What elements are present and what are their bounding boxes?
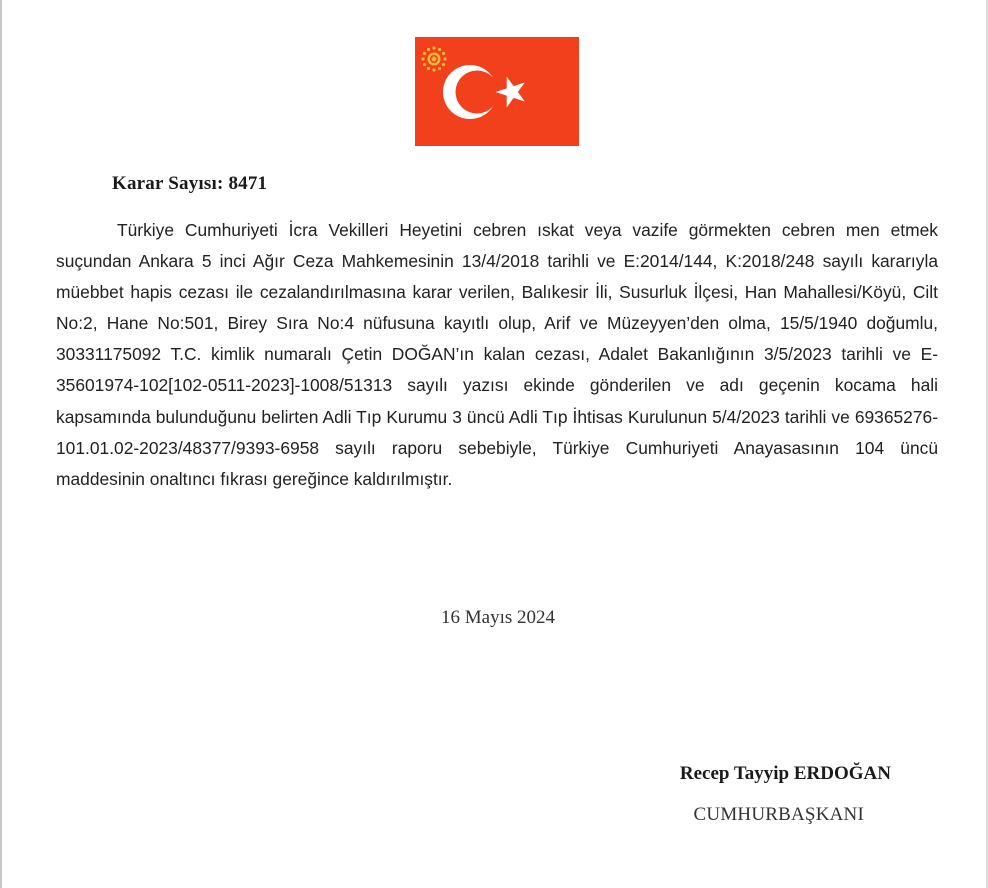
turkish-flag-icon — [415, 37, 579, 146]
decision-body-text: Türkiye Cumhuriyeti İcra Vekilleri Heyetini cebren ıskat veya vazife görmekten cebren men etmek suçundan Ankara 5 inci Ağır Ceza Mahkemesinin 13/4/2018 tarihli ve E:2014/144, K:2018/248 sayılı kararıyla müebbet hapis cezası ile cezalandırılmasına karar verilen, Balıkesir İli, Susurluk İlçesi, Han Mahallesi/Köyü, Cilt No:2, Hane No:501, Birey Sıra No:4 nüfusuna kayıtlı olup, Arif ve Müzeyyen’den olma, 15/5/1940 doğumlu, 30331175092 T.C. kimlik numaralı Çetin DOĞAN’ın kalan cezası, Adalet Bakanlığının 3/5/2023 tarihli ve E-35601974-102[102-0511-2023]-1008/51313 sayılı yazısı ekinde gönderilen ve adı geçenin kocama hali kapsamında bulunduğunu belirten Adli Tıp Kurumu 3 üncü Adli Tıp İhtisas Kurulunun 5/4/2023 tarihli ve 69365276-101.01.02-2023/48377/9393-6958 sayılı raporu sebebiyle, Türkiye Cumhuriyeti Anayasasının 104 üncü maddesinin onaltıncı fıkrası gereğince kaldırılmıştır. — [56, 220, 938, 489]
signer-title: CUMHURBAŞKANI — [693, 804, 864, 825]
decision-number: Karar Sayısı: 8471 — [112, 173, 268, 194]
crescent-inner — [456, 71, 499, 114]
decision-date: 16 Mayıs 2024 — [441, 607, 555, 628]
signer-name: Recep Tayyip ERDOĞAN — [679, 763, 891, 784]
page-left-border — [0, 0, 2, 888]
